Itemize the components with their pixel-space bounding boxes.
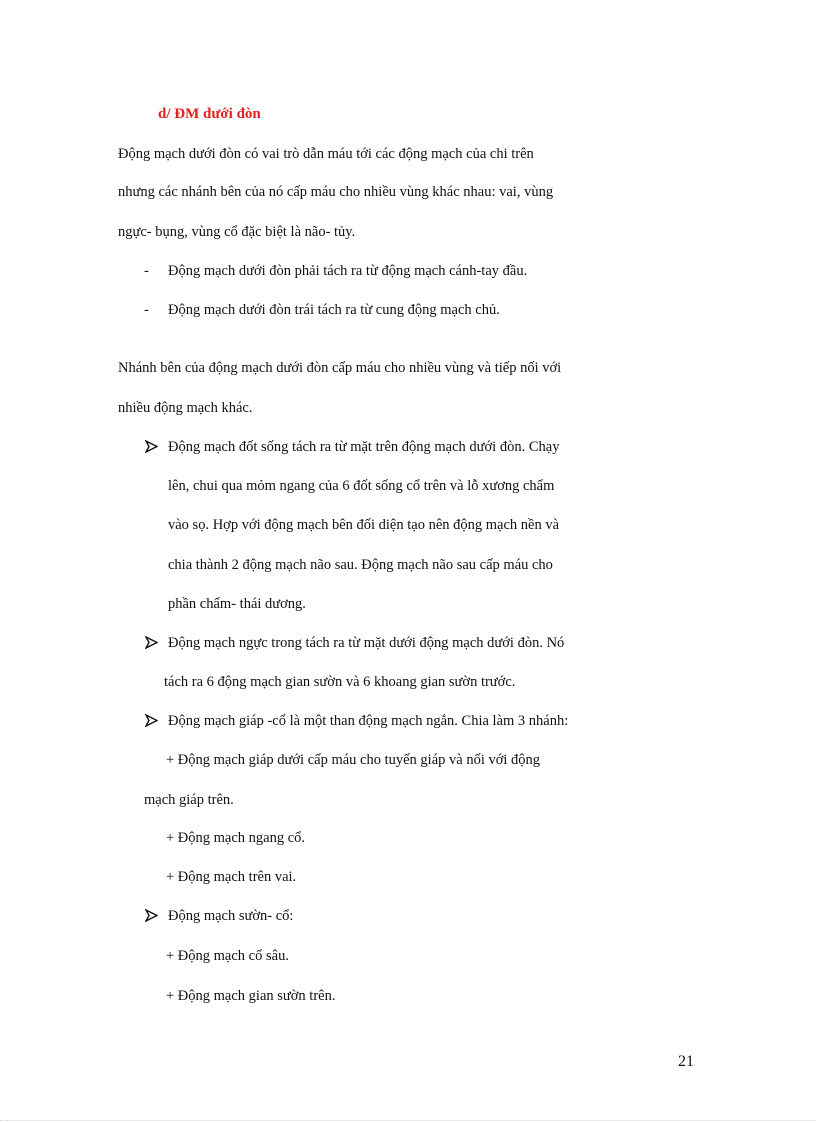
vertebral-line-1: Động mạch đốt sống tách ra từ mặt trên động mạch dưới đòn. Chạy bbox=[168, 439, 560, 455]
dash-item-1: Động mạch dưới đòn phải tách ra từ động mạch cánh-tay đầu. bbox=[168, 263, 528, 279]
section-heading: d/ ĐM dưới đòn bbox=[158, 106, 261, 122]
internal-thoracic-line-2: tách ra 6 động mạch gian sườn và 6 khoang gian sườn trước. bbox=[164, 674, 516, 690]
footer-divider bbox=[0, 1120, 816, 1121]
thyrocervical-sub2: + Động mạch ngang cổ. bbox=[166, 830, 306, 846]
vertebral-line-2: lên, chui qua mỏm ngang của 6 đốt sống cổ trên và lỗ xương chẩm bbox=[168, 478, 555, 494]
dash-bullet: - bbox=[144, 263, 149, 279]
vertebral-line-5: phần chẩm- thái dương. bbox=[168, 596, 306, 612]
arrow-bullet-icon bbox=[145, 906, 159, 926]
thyrocervical-sub1-a: + Động mạch giáp dưới cấp máu cho tuyến giáp và nối với động bbox=[166, 752, 541, 768]
thyrocervical-title: Động mạch giáp -cổ là một than động mạch ngắn. Chia làm 3 nhánh: bbox=[168, 713, 569, 729]
costocervical-sub2: + Động mạch gian sườn trên. bbox=[166, 988, 336, 1004]
intro-line-2: nhưng các nhánh bên của nó cấp máu cho nhiều vùng khác nhau: vai, vùng bbox=[118, 184, 554, 200]
branches-intro-line-2: nhiều động mạch khác. bbox=[118, 400, 253, 416]
arrow-bullet-icon bbox=[145, 711, 159, 731]
intro-line-3: ngực- bụng, vùng cổ đặc biệt là não- tủy. bbox=[118, 224, 356, 240]
arrow-bullet-icon bbox=[145, 437, 159, 457]
dash-bullet: - bbox=[144, 302, 149, 318]
thyrocervical-sub3: + Động mạch trên vai. bbox=[166, 869, 297, 885]
intro-line-1: Động mạch dưới đòn có vai trò dẫn máu tới các động mạch của chi trên bbox=[118, 146, 534, 162]
costocervical-sub1: + Động mạch cổ sâu. bbox=[166, 948, 289, 964]
vertebral-line-3: vào sọ. Hợp với động mạch bên đối diện tạo nên động mạch nền và bbox=[168, 517, 560, 533]
vertebral-line-4: chia thành 2 động mạch não sau. Động mạch não sau cấp máu cho bbox=[168, 557, 553, 573]
page-number: 21 bbox=[678, 1053, 694, 1070]
thyrocervical-sub1-b: mạch giáp trên. bbox=[144, 792, 234, 808]
dash-item-2: Động mạch dưới đòn trái tách ra từ cung động mạch chủ. bbox=[168, 302, 500, 318]
costocervical-title: Động mạch sườn- cổ: bbox=[168, 908, 294, 924]
branches-intro-line-1: Nhánh bên của động mạch dưới đòn cấp máu cho nhiều vùng và tiếp nối với bbox=[118, 360, 562, 376]
arrow-bullet-icon bbox=[145, 633, 159, 653]
internal-thoracic-line-1: Động mạch ngực trong tách ra từ mặt dưới động mạch dưới đòn. Nó bbox=[168, 635, 565, 651]
